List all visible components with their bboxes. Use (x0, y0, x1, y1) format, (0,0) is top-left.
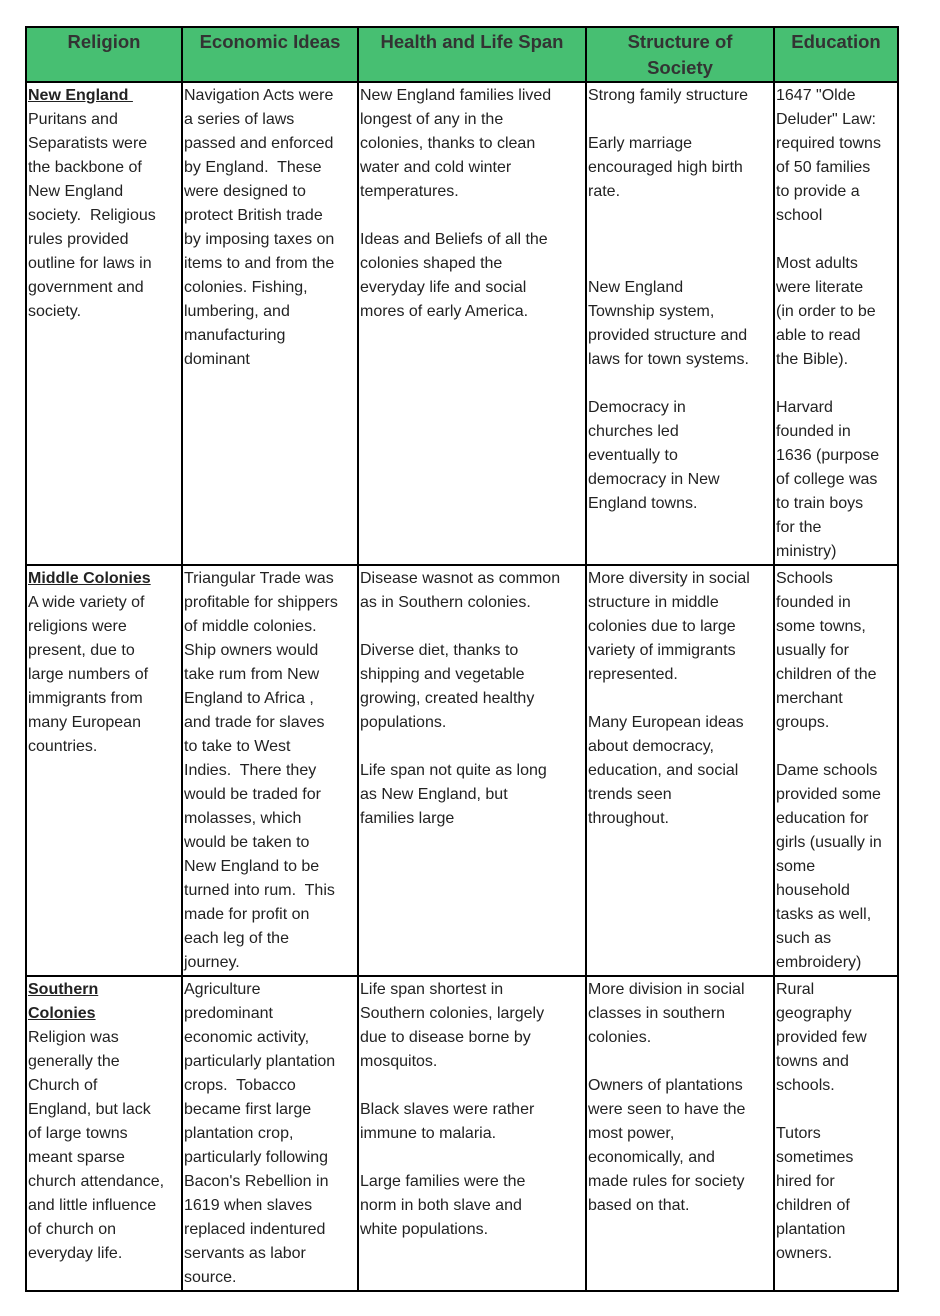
structure-cell: More diversity in social structure in middle colonies due to large variety of immigrants represented. Many European ideas about democracy, education, and social trends seen throughout. (586, 565, 774, 976)
economic-cell: Agriculture predominant economic activity, particularly plantation crops. Tobacco became first large plantation crop, particularly following Bacon's Rebellion in 1619 when slaves replaced indentured servants as labor source. (182, 976, 358, 1291)
colonies-comparison-table (25, 26, 899, 1292)
header-health-life-span: Health and Life Span (358, 27, 586, 82)
table-row-southern-colonies (26, 976, 898, 1291)
economic-cell: Triangular Trade was profitable for shippers of middle colonies. Ship owners would take rum from New England to Africa , and trade for slaves to take to West Indies. There they would be traded for molasses, which would be taken to New England to be turned into rum. This made for profit on each leg of the journey. (182, 565, 358, 976)
header-religion: Religion (26, 27, 182, 82)
religion-text: Puritans and Separatists were the backbone of New England society. Religious rules provided outline for laws in government and society. (28, 111, 156, 320)
religion-cell (26, 565, 182, 976)
health-cell: Disease wasnot as common as in Southern colonies. Diverse diet, thanks to shipping and vegetable growing, created healthy populations. Life span not quite as long as New England, but families large (358, 565, 586, 976)
religion-text: A wide variety of religions were present, due to large numbers of immigrants from many European countries. (28, 594, 149, 755)
header-education: Education (774, 27, 898, 82)
table-row-new-england (26, 82, 898, 565)
health-cell: Life span shortest in Southern colonies, largely due to disease borne by mosquitos. Black slaves were rather immune to malaria. Large families were the norm in both slave and white populations. (358, 976, 586, 1291)
header-structure-of-society: Structure of Society (586, 27, 774, 82)
education-cell: Rural geography provided few towns and schools. Tutors sometimes hired for children of plantation owners. (774, 976, 898, 1291)
religion-cell (26, 82, 182, 565)
religion-text: Religion was generally the Church of England, but lack of large towns meant sparse church attendance, and little influence of church on everyday life. (28, 1029, 165, 1262)
region-heading: Middle Colonies (28, 570, 151, 587)
header-economic-ideas: Economic Ideas (182, 27, 358, 82)
table-row-middle-colonies (26, 565, 898, 976)
religion-cell (26, 976, 182, 1291)
region-heading: New England (28, 87, 133, 104)
education-cell: Schools founded in some towns, usually for children of the merchant groups. Dame schools provided some education for girls (usually in some household tasks as well, such as embroidery) (774, 565, 898, 976)
header-row (26, 27, 898, 82)
economic-cell: Navigation Acts were a series of laws passed and enforced by England. These were designed to protect British trade by imposing taxes on items to and from the colonies. Fishing, lumbering, and manufacturing dominant (182, 82, 358, 565)
region-heading: Southern Colonies (28, 981, 99, 1022)
education-cell: 1647 "Olde Deluder" Law: required towns of 50 families to provide a school Most adults were literate (in order to be able to read the Bible). Harvard founded in 1636 (purpose of college was to train boys for the ministry) (774, 82, 898, 565)
health-cell: New England families lived longest of any in the colonies, thanks to clean water and cold winter temperatures. Ideas and Beliefs of all the colonies shaped the everyday life and social mores of early America. (358, 82, 586, 565)
structure-cell: Strong family structure Early marriage encouraged high birth rate. New England Township system, provided structure and laws for town systems. Democracy in churches led eventually to democracy in New England towns. (586, 82, 774, 565)
structure-cell: More division in social classes in southern colonies. Owners of plantations were seen to have the most power, economically, and made rules for society based on that. (586, 976, 774, 1291)
